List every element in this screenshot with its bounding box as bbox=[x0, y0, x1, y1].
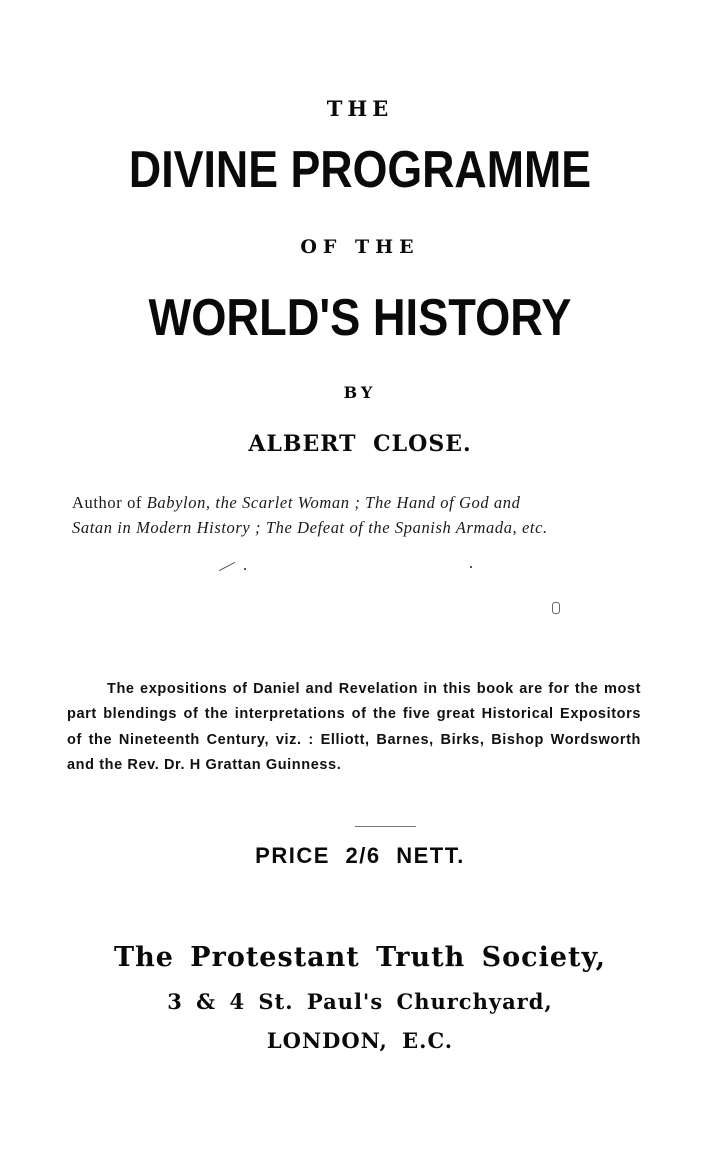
expositions-note: The expositions of Daniel and Revelation in this book are for the most part blendings of the interpretations of the five great Historical Expositors of the Nineteenth Century, viz. : Elliott, Barnes, Birks, Bishop Wordsworth and the Rev. Dr. H Grattan Guinness. bbox=[67, 680, 641, 773]
price-label: PRICE 2/6 NETT. bbox=[255, 843, 465, 868]
title-connector: OF THE bbox=[300, 236, 420, 258]
credits-line-1 bbox=[72, 490, 652, 515]
print-speck bbox=[470, 566, 472, 568]
credits-prefix: Author of bbox=[72, 493, 147, 512]
title-article: THE bbox=[326, 96, 394, 121]
divider-rule bbox=[355, 826, 416, 827]
author-name: ALBERT CLOSE. bbox=[248, 431, 472, 457]
publisher-city: LONDON, E.C. bbox=[266, 1028, 454, 1053]
publisher-name: The Protestant Truth Society, bbox=[114, 942, 606, 973]
credits-works: Babylon, the Scarlet Woman ; The Hand of God and bbox=[146, 493, 521, 512]
print-speck bbox=[219, 562, 235, 571]
print-speck bbox=[244, 568, 246, 570]
credits-line-2 bbox=[72, 515, 652, 540]
print-speck bbox=[552, 602, 560, 614]
book-title: DIVINE PROGRAMME bbox=[128, 141, 592, 199]
book-subtitle: WORLD'S HISTORY bbox=[148, 289, 572, 347]
byline-label: BY bbox=[343, 383, 377, 402]
credits-works-continued: Satan in Modern History ; The Defeat of the Spanish Armada, etc. bbox=[72, 518, 548, 537]
author-credits bbox=[72, 490, 652, 540]
publisher-address: 3 & 4 St. Paul's Churchyard, bbox=[167, 989, 553, 1014]
